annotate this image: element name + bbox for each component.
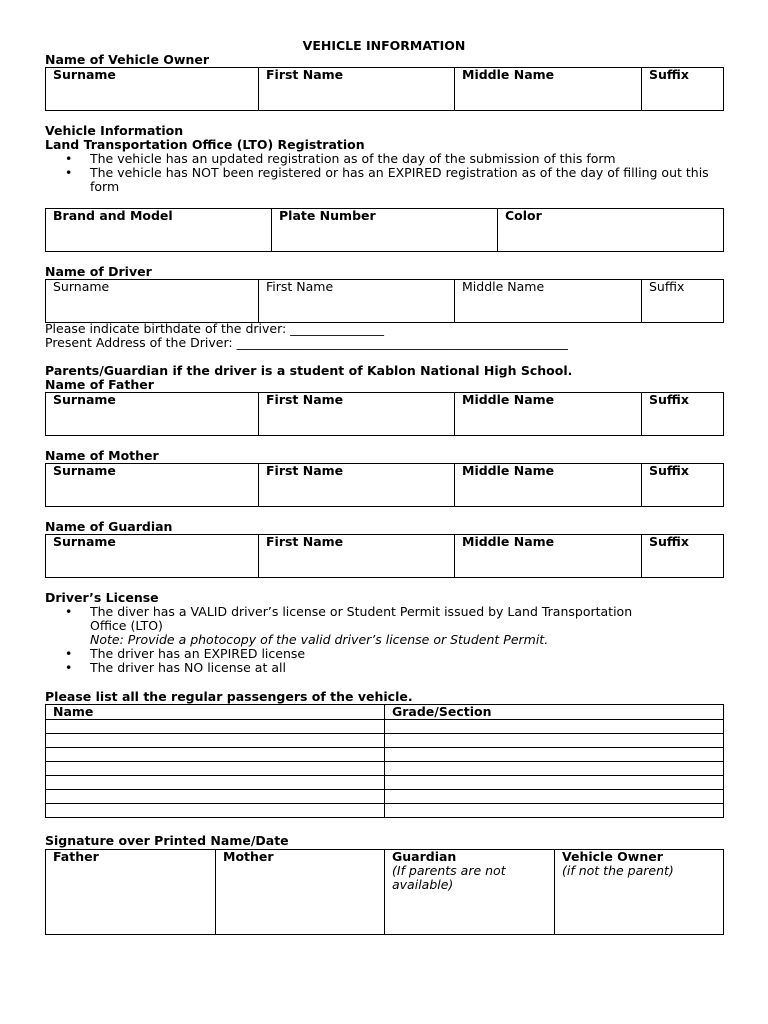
guardian-first-name-cell[interactable]: First Name: [259, 535, 455, 578]
guardian-middle-name-cell[interactable]: Middle Name: [455, 535, 642, 578]
passenger-name-cell[interactable]: [46, 762, 385, 776]
table-row: [46, 776, 724, 790]
owner-heading: Name of Vehicle Owner: [45, 52, 210, 67]
driver-surname-cell[interactable]: Surname: [46, 280, 259, 323]
passenger-grade-cell[interactable]: [385, 748, 724, 762]
registration-option-expired[interactable]: • The vehicle has NOT been registered or has an EXPIRED registration as of the day of filling out this form: [45, 166, 723, 194]
driver-first-name-cell[interactable]: First Name: [259, 280, 455, 323]
mother-suffix-cell[interactable]: Suffix: [642, 464, 724, 507]
lto-registration-heading: Land Transportation Office (LTO) Registration: [45, 137, 365, 152]
mother-signature-label: Mother: [223, 849, 274, 864]
owner-signature-cell[interactable]: [555, 850, 724, 935]
guardian-suffix-cell[interactable]: Suffix: [642, 535, 724, 578]
passenger-grade-header: Grade/Section: [385, 705, 724, 720]
passengers-table: [45, 704, 724, 818]
father-middle-name-cell[interactable]: Middle Name: [455, 393, 642, 436]
plate-number-cell[interactable]: Plate Number: [272, 209, 498, 252]
passenger-grade-cell[interactable]: [385, 776, 724, 790]
passenger-grade-cell[interactable]: [385, 720, 724, 734]
license-option-valid-line1: • The diver has a VALID driver’s license or Student Permit issued by Land Transportation: [90, 604, 633, 619]
license-options: [45, 605, 723, 675]
passenger-name-cell[interactable]: [46, 776, 385, 790]
father-signature-cell[interactable]: [46, 850, 216, 935]
passenger-name-cell[interactable]: [46, 748, 385, 762]
vehicle-details-table: [45, 208, 724, 252]
guardian-signature-label: Guardian: [392, 849, 457, 864]
passengers-heading: Please list all the regular passengers of the vehicle.: [45, 689, 413, 704]
registration-options: [45, 152, 723, 194]
signature-heading: Signature over Printed Name/Date: [45, 833, 289, 848]
form-title: VEHICLE INFORMATION: [302, 38, 466, 53]
signature-table: [45, 849, 724, 935]
guardian-name-table: [45, 534, 724, 578]
passenger-grade-cell[interactable]: [385, 790, 724, 804]
passenger-name-header: Name: [46, 705, 385, 720]
father-suffix-cell[interactable]: Suffix: [642, 393, 724, 436]
passengers-header-row: [46, 705, 724, 720]
parents-heading: Parents/Guardian if the driver is a student of Kablon National High School.: [45, 363, 573, 378]
table-row: [46, 734, 724, 748]
license-photocopy-note: Note: Provide a photocopy of the valid driver’s license or Student Permit.: [90, 632, 549, 647]
guardian-signature-note-1: (If parents are not: [392, 863, 506, 878]
driver-middle-name-cell[interactable]: Middle Name: [455, 280, 642, 323]
table-row: [46, 790, 724, 804]
father-signature-label: Father: [53, 849, 99, 864]
license-option-valid[interactable]: [45, 605, 723, 647]
passenger-name-cell[interactable]: [46, 720, 385, 734]
passenger-name-cell[interactable]: [46, 790, 385, 804]
mother-middle-name-cell[interactable]: Middle Name: [455, 464, 642, 507]
owner-signature-note: (if not the parent): [562, 863, 674, 878]
owner-suffix-cell[interactable]: Suffix: [642, 68, 724, 111]
passenger-grade-cell[interactable]: [385, 804, 724, 818]
guardian-signature-note-2: available): [392, 877, 454, 892]
table-row: [46, 720, 724, 734]
passenger-name-cell[interactable]: [46, 804, 385, 818]
guardian-surname-cell[interactable]: Surname: [46, 535, 259, 578]
owner-first-name-cell[interactable]: First Name: [259, 68, 455, 111]
passenger-grade-cell[interactable]: [385, 762, 724, 776]
father-first-name-cell[interactable]: First Name: [259, 393, 455, 436]
registration-option-updated[interactable]: • The vehicle has an updated registration as of the day of the submission of this form: [45, 152, 723, 166]
driver-address-line[interactable]: Present Address of the Driver: _____________________________________________________: [45, 335, 568, 350]
owner-middle-name-cell[interactable]: Middle Name: [455, 68, 642, 111]
color-cell[interactable]: Color: [498, 209, 724, 252]
father-heading: Name of Father: [45, 377, 154, 392]
license-option-expired[interactable]: • The driver has an EXPIRED license: [45, 647, 723, 661]
owner-signature-label: Vehicle Owner: [562, 849, 663, 864]
father-surname-cell[interactable]: Surname: [46, 393, 259, 436]
mother-signature-cell[interactable]: [216, 850, 385, 935]
mother-heading: Name of Mother: [45, 448, 159, 463]
mother-first-name-cell[interactable]: First Name: [259, 464, 455, 507]
mother-name-table: [45, 463, 724, 507]
table-row: [46, 804, 724, 818]
guardian-signature-cell[interactable]: [385, 850, 555, 935]
guardian-heading: Name of Guardian: [45, 519, 173, 534]
driver-birthdate-line[interactable]: Please indicate birthdate of the driver: _______________: [45, 321, 384, 336]
license-option-valid-line2: Office (LTO): [90, 618, 163, 633]
father-name-table: [45, 392, 724, 436]
vehicle-info-heading: Vehicle Information: [45, 123, 184, 138]
owner-surname-cell[interactable]: Surname: [46, 68, 259, 111]
brand-model-cell[interactable]: Brand and Model: [46, 209, 272, 252]
license-option-none[interactable]: • The driver has NO license at all: [45, 661, 723, 675]
passenger-name-cell[interactable]: [46, 734, 385, 748]
driver-name-table: [45, 279, 724, 323]
table-row: [46, 748, 724, 762]
owner-name-table: [45, 67, 724, 111]
driver-heading: Name of Driver: [45, 264, 152, 279]
mother-surname-cell[interactable]: Surname: [46, 464, 259, 507]
license-heading: Driver’s License: [45, 590, 159, 605]
table-row: [46, 762, 724, 776]
driver-suffix-cell[interactable]: Suffix: [642, 280, 724, 323]
passenger-grade-cell[interactable]: [385, 734, 724, 748]
